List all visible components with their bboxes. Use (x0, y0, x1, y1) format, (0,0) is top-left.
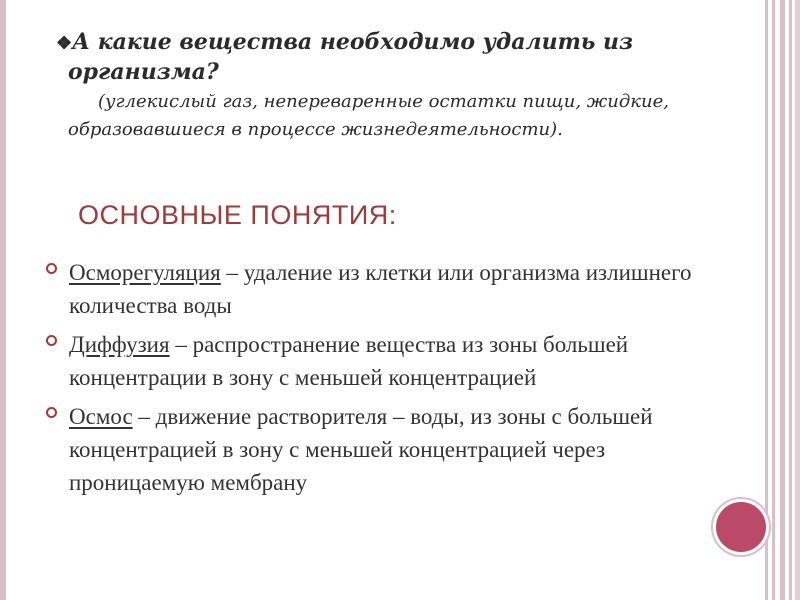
terms-list (44, 256, 744, 505)
left-decor-stripe (0, 0, 6, 600)
term-word: Диффузия (69, 332, 170, 357)
circle-bullet-icon (46, 335, 57, 346)
question-block (56, 28, 758, 144)
right-decor-stripe (780, 0, 785, 600)
question-line-2: организма? (68, 59, 219, 85)
diamond-bullet-icon: ❖ (56, 33, 73, 54)
section-heading: ОСНОВНЫЕ ПОНЯТИЯ: (78, 200, 397, 230)
term-word: Осморегуляция (69, 260, 221, 285)
list-item (44, 256, 744, 322)
right-decor-stripe (795, 0, 800, 600)
circle-bullet-icon (46, 407, 57, 418)
list-item (44, 400, 744, 499)
right-decor-stripe (772, 0, 775, 600)
term-definition: – движение растворителя – воды, из зоны с большей концентрацией в зону с меньшей концентрацией через проницаемую мембрану (69, 404, 653, 495)
question-text: А какие вещества необходимо удалить из (72, 29, 634, 55)
decor-circle (713, 499, 769, 555)
circle-bullet-icon (46, 263, 57, 274)
right-decor-stripe (765, 0, 768, 600)
term-word: Осмос (69, 404, 133, 429)
term-definition: – распространение вещества из зоны большей концентрации в зону с меньшей концентрацией (69, 332, 629, 390)
list-item (44, 328, 744, 394)
question-line-1 (56, 28, 758, 58)
right-decor-stripe (789, 0, 792, 600)
term-definition: – удаление из клетки или организма излишнего количества воды (69, 260, 692, 318)
question-answer: (углекислый газ, непереваренные остатки пищи, жидкие, образовавшиеся в процессе жизнедеятельности). (68, 91, 669, 140)
